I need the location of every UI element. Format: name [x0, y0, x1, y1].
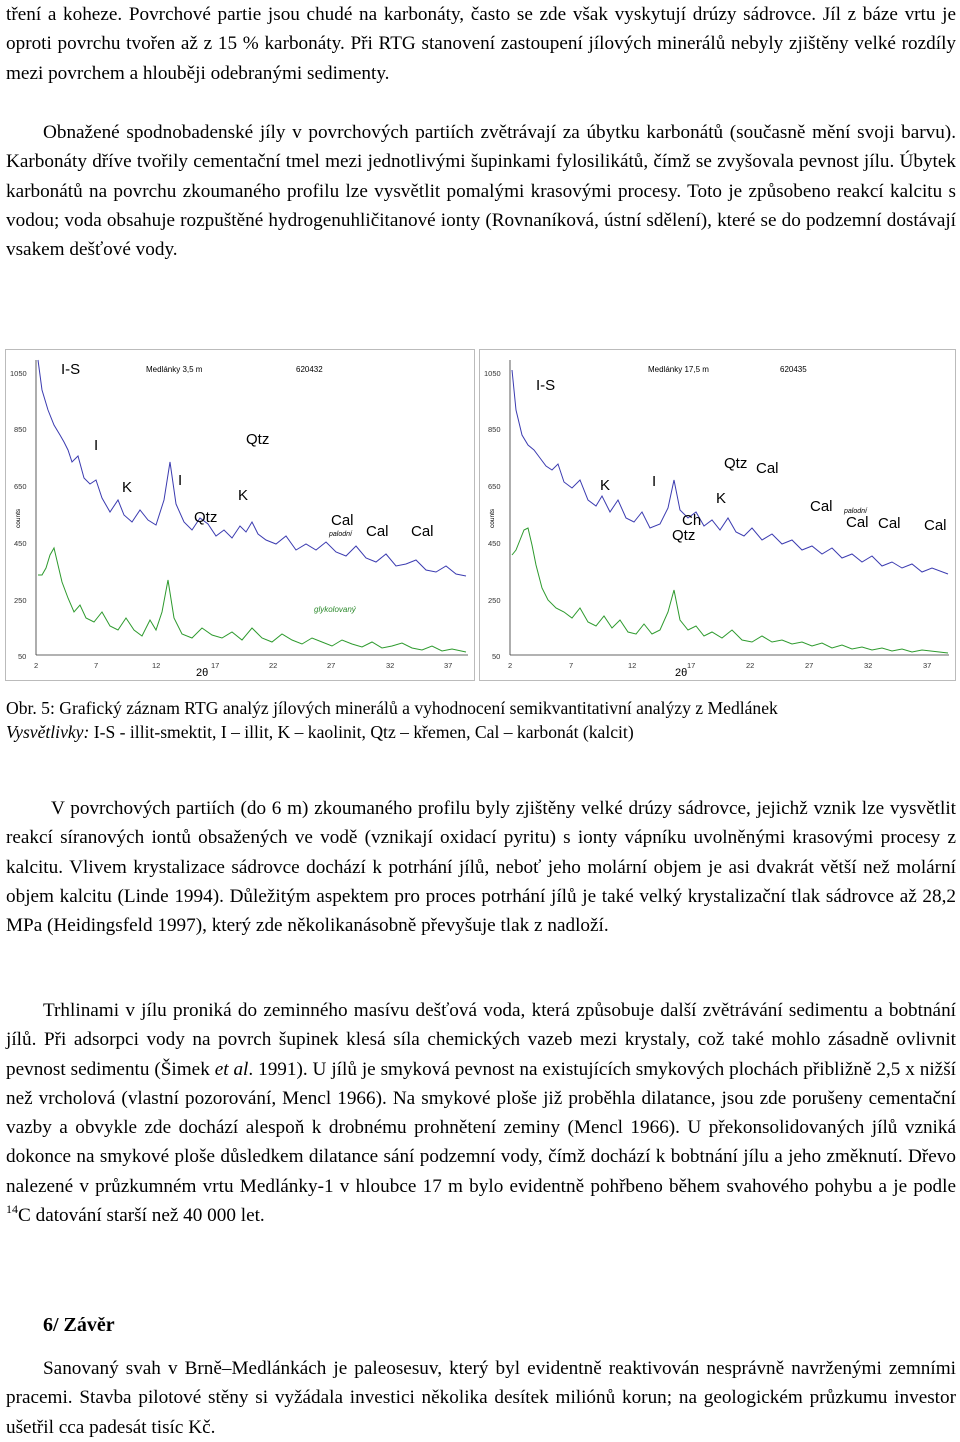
peak-label: I [178, 472, 183, 489]
sample-id: 620432 [296, 365, 323, 374]
x-tick-label: 7 [94, 661, 99, 670]
peak-label: Qtz [724, 455, 748, 472]
paragraph-4-part-b: . 1991). U jílů je smyková pevnost na existujících smykových plochách přibližně 2,5 x nižší než vrcholová (vlastní pozorování, Mencl 1966). Na smykové ploše již proběhla dilatance, jsou zde porušeny cementační vazby a obvykle zde dochází alespoň k drobnému prohnětení zeminy (Mencl 1966). U překonsolidovaných jílů vzniká dokonce na smykové ploše důsledkem dilatance sání podzemní vody, čímž dochází k bobtnání jílu a jeho změknutí. Dřevo nalezené v průzkumném vrtu Medlánky-1 v hloubce 17 m bylo evidentně pohřbeno během svahového pohybu a je podle [6, 1058, 956, 1197]
x-tick-label: 37 [923, 661, 932, 670]
peak-label: K [600, 477, 611, 494]
y-tick-label: 650 [488, 482, 501, 491]
chart-title: Medlánky 3,5 m [146, 365, 203, 374]
paragraph-5: Sanovaný svah v Brně–Medlánkách je paleosesuv, který byl evidentně reaktivován nesprávně navrženými zemními pracemi. Stavba pilotové stěny si vyžádala investici několika desítek miliónů korun; na geologickém průzkumu investor ušetřil cca padesát tisíc Kč. [6, 1358, 956, 1438]
peak-label: Qtz [194, 509, 218, 526]
peak-label: Cal [331, 512, 354, 529]
x-tick-label: 37 [444, 661, 453, 670]
paragraph-4-superscript: 14 [6, 1202, 18, 1217]
x-tick-label: 2 [508, 661, 513, 670]
x-tick-label: 7 [569, 661, 574, 670]
caption-legend-label: Vysvětlivky: [6, 722, 90, 742]
peak-label: Cal [846, 514, 869, 531]
y-tick-label: 850 [14, 425, 27, 434]
x-tick-label: 12 [628, 661, 637, 670]
peak-label: I [652, 473, 657, 490]
paragraph-4-etal: et al [214, 1058, 249, 1080]
y-tick-label: 250 [14, 596, 27, 605]
x-tick-label: 27 [327, 661, 336, 670]
peak-label: I-S [536, 377, 556, 394]
x-tick-label: 12 [152, 661, 161, 670]
x-tick-label: 22 [269, 661, 278, 670]
x-tick-label: 27 [805, 661, 814, 670]
peak-labels [536, 377, 947, 544]
paragraph-4-part-c: C datování starší než 40 000 let. [18, 1205, 265, 1227]
sample-id: 620435 [780, 365, 807, 374]
x-ticks [508, 661, 931, 670]
figure-caption-line-2 [6, 719, 958, 745]
peak-label: Cal [810, 498, 833, 515]
series-label-glycolated: glykolovaný [314, 605, 356, 614]
peak-label: K [716, 490, 727, 507]
x-tick-label: 32 [864, 661, 873, 670]
peak-label: Cal [878, 515, 901, 532]
y-tick-label: 1050 [10, 369, 27, 378]
y-tick-label: 650 [14, 482, 27, 491]
figure-caption-line-1: Obr. 5: Grafický záznam RTG analýz jílových minerálů a vyhodnocení semikvantitativní analýzy z Medlánek [6, 698, 778, 718]
paragraph-4 [6, 996, 956, 1230]
peak-label: Cal [756, 460, 779, 477]
xrd-chart-right [479, 349, 956, 681]
figure-xrd [5, 349, 956, 679]
peak-label: Qtz [672, 527, 696, 544]
paragraph-2: Obnažené spodnobadenské jíly v povrchových partiích zvětrávají za úbytku karbonátů (současně mění svoji barvu). Karbonáty dříve tvořily cementační tmel mezi jednotlivými šupinkami fylosilikátů, čímž se zvyšovala pevnost jílu. Úbytek karbonátů na povrchu zkoumaného profilu lze vysvětlit pomalými krasovými procesy. Toto je způsobeno reakcí kalcitu s vodou; voda obsahuje rozpuštěné hydrogenuhličitanové ionty (Rovnaníková, ústní sdělení), které se do podzemní dostávají vsakem dešťové vody. [6, 122, 956, 261]
paragraph-3: V povrchových partiích (do 6 m) zkoumaného profilu byly zjištěny velké drúzy sádrovce, jejichž vznik lze vysvětlit reakcí síranových iontů obsažených ve vodě (vznikají oxidací pyritu) s ionty vápníku uvolněnými krasovými procesy z kalcitu. Vlivem krystalizace sádrovce dochází k potrhání jílů, neboť jeho molární objem je asi dvakrát větší než molární objem kalcitu (Linde 1994). Důležitým aspektem pro proces potrhání jílů je také velký krystalizační tlak sádrovce až 28,2 MPa (Heidingsfeld 1997), který zde několikanásobně převyšuje tlak z nadloží. [6, 798, 956, 937]
series-untreated-line [38, 360, 466, 576]
chart-title: Medlánky 17,5 m [648, 365, 709, 374]
y-tick-label: 250 [488, 596, 501, 605]
series-glycolated-line [38, 548, 466, 652]
paragraph-1: tření a koheze. Povrchové partie jsou chudé na karbonáty, často se zde však vyskytují drúzy sádrovce. Jíl z báze vrtu je oproti povrchu tvořen až z 15 % karbonáty. Při RTG stanovení zastoupení jílových minerálů nebyly zjištěny velké rozdíly mezi povrchem a hlouběji odebranými sedimenty. [6, 4, 956, 84]
x-axis-label: 2θ [196, 667, 209, 679]
peak-label: Qtz [246, 431, 270, 448]
x-tick-label: 17 [211, 661, 220, 670]
x-tick-label: 2 [34, 661, 39, 670]
section-heading: 6/ Závěr [43, 1314, 115, 1336]
peak-label: Cal [924, 517, 947, 534]
xrd-chart-right-svg [480, 350, 955, 680]
xrd-chart-left [5, 349, 475, 681]
x-axis-label: 2θ [675, 667, 688, 679]
x-tick-label: 22 [746, 661, 755, 670]
series-untreated-line [512, 370, 948, 574]
peak-label: I-S [61, 361, 81, 378]
peak-label-note: palodní [844, 508, 867, 515]
x-tick-label: 17 [687, 661, 696, 670]
xrd-chart-left-svg [6, 350, 474, 680]
peak-label: I [94, 437, 99, 454]
y-axis-label: counts [489, 508, 496, 528]
peak-labels [61, 361, 434, 540]
y-axis-label: counts [15, 508, 22, 528]
peak-label: K [238, 487, 249, 504]
peak-label: Ch [682, 512, 702, 529]
peak-label: K [122, 479, 133, 496]
paragraph-4-part-a: Trhlinami v jílu proniká do zeminného masívu dešťová voda, která způsobuje další zvětrávání sedimentu a bobtnání jílů. Při adsorpci vody na povrch šupinek klesá síla chemických vazeb mezi krystaly, což také mohlo zásadně ovlivnit pevnost sedimentu (Šimek [6, 1000, 956, 1080]
y-tick-label: 450 [14, 539, 27, 548]
y-tick-label: 850 [488, 425, 501, 434]
x-ticks [34, 661, 452, 670]
y-tick-label: 50 [18, 652, 27, 661]
x-tick-label: 32 [386, 661, 395, 670]
peak-label: Cal [411, 523, 434, 540]
y-tick-label: 450 [488, 539, 501, 548]
series-glycolated-line [512, 528, 948, 653]
peak-label: Cal [366, 523, 389, 540]
peak-label-note: palodní [329, 531, 352, 538]
y-tick-label: 1050 [484, 369, 501, 378]
y-tick-label: 50 [492, 652, 501, 661]
caption-legend-text: I-S - illit-smektit, I – illit, K – kaolinit, Qtz – křemen, Cal – karbonát (kalcit) [89, 722, 634, 742]
